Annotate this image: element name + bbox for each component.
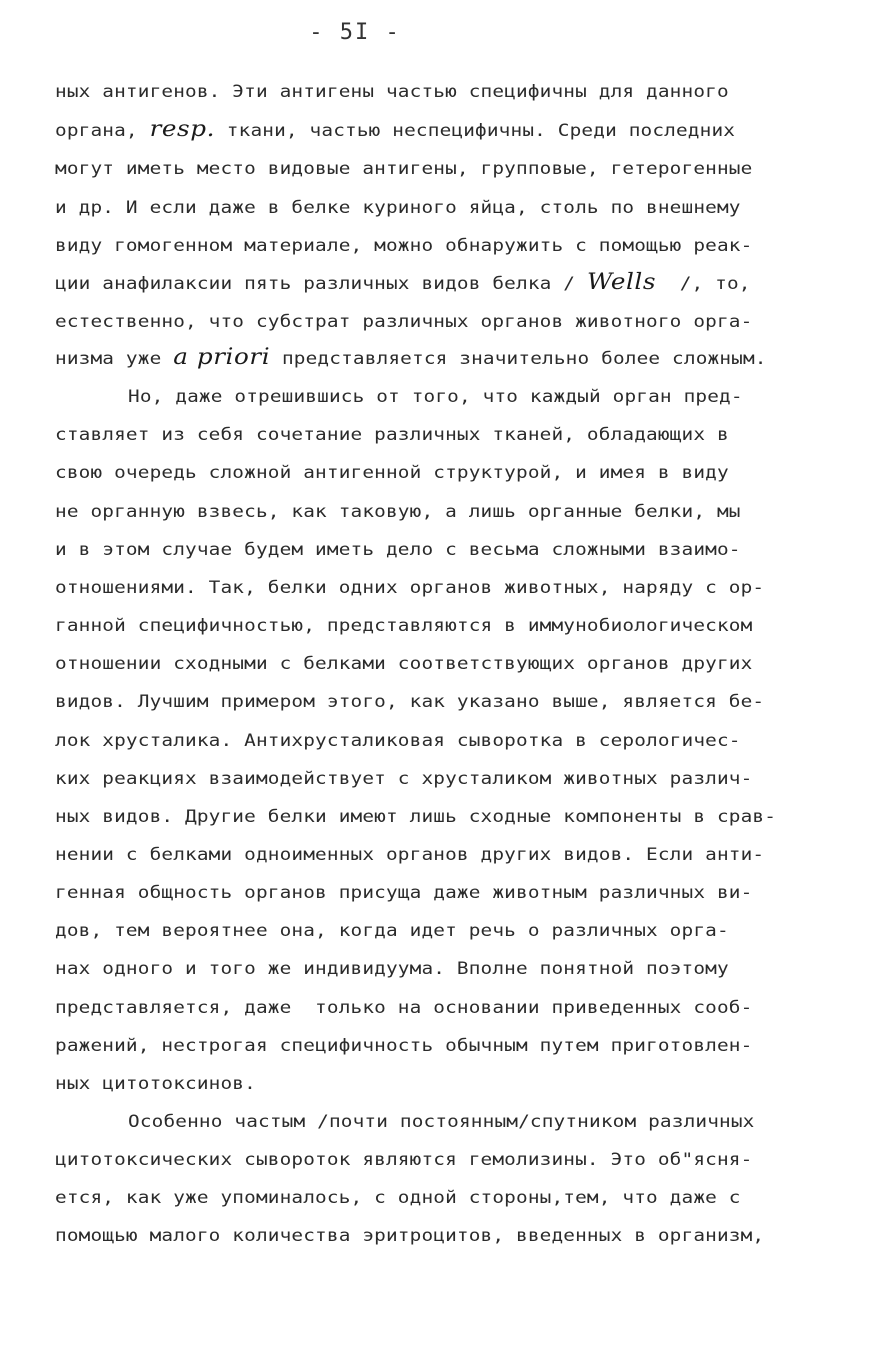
text-line: ется, как уже упоминалось, с одной стороны,тем, что даже с (55, 1188, 741, 1208)
text-line: ставляет из себя сочетание различных тканей, обладающих в (55, 425, 729, 445)
text-line: органа, resp. ткани, частью неспецифичны. Среди последних (55, 117, 736, 142)
text-line: отношении сходными с белками соответствующих органов других (55, 654, 753, 674)
text-line: ганной специфичностью, представляются в иммунобиологическом (55, 616, 753, 636)
text-line: виду гомогенном материале, можно обнаружить с помощью реак- (55, 236, 753, 256)
text-line: ных антигенов. Эти антигены частью специфичны для данного (55, 82, 729, 102)
handwritten-insert: a priori (173, 345, 271, 370)
text-line: ных видов. Другие белки имеют лишь сходные компоненты в срав- (55, 807, 777, 827)
text-line: Особенно частым /почти постоянным/спутником различных (128, 1112, 755, 1132)
text-line: нах одного и того же индивидуума. Вполне понятной поэтому (55, 959, 729, 979)
text-line: видов. Лучшим примером этого, как указано выше, является бе- (55, 692, 765, 712)
handwritten-insert: resp. (149, 117, 215, 142)
text-line: Но, даже отрешившись от того, что каждый орган пред- (128, 387, 743, 407)
handwritten-insert: Wells (586, 270, 657, 295)
text-line: дов, тем вероятнее она, когда идет речь о различных орга- (55, 921, 729, 941)
text-line: ражений, нестрогая специфичность обычным путем приготовлен- (55, 1036, 753, 1056)
text-line: лок хрусталика. Антихрусталиковая сыворотка в серологичес- (55, 731, 741, 751)
text-line: генная общность органов присуща даже животным различных ви- (55, 883, 753, 903)
text-line: представляется, даже только на основании приведенных сооб- (55, 998, 753, 1018)
text-line: ких реакциях взаимодействует с хрусталиком животных различ- (55, 769, 753, 789)
text-line: и др. И если даже в белке куриного яйца, столь по внешнему (55, 198, 741, 218)
text-line: нении с белками одноименных органов других видов. Если анти- (55, 845, 765, 865)
text-line: могут иметь место видовые антигены, групповые, гетерогенные (55, 159, 753, 179)
text-line: и в этом случае будем иметь дело с весьма сложными взаимо- (55, 540, 741, 560)
page-number: - 5I - (309, 20, 401, 45)
text-line: естественно, что субстрат различных органов животного орга- (55, 312, 753, 332)
text-line: ции анафилаксии пять различных видов белка / Wells /, то, (55, 270, 751, 295)
text-line: низма уже a priori представляется значительно более сложным. (55, 345, 767, 370)
text-line: свою очередь сложной антигенной структурой, и имея в виду (55, 463, 729, 483)
text-line: ных цитотоксинов. (55, 1074, 256, 1094)
text-line: цитотоксических сывороток являются гемолизины. Это об"ясня- (55, 1150, 753, 1170)
text-line: помощью малого количества эритроцитов, введенных в организм, (55, 1226, 765, 1246)
text-line: отношениями. Так, белки одних органов животных, наряду с ор- (55, 578, 765, 598)
text-line: не органную взвесь, как таковую, а лишь органные белки, мы (55, 502, 741, 522)
